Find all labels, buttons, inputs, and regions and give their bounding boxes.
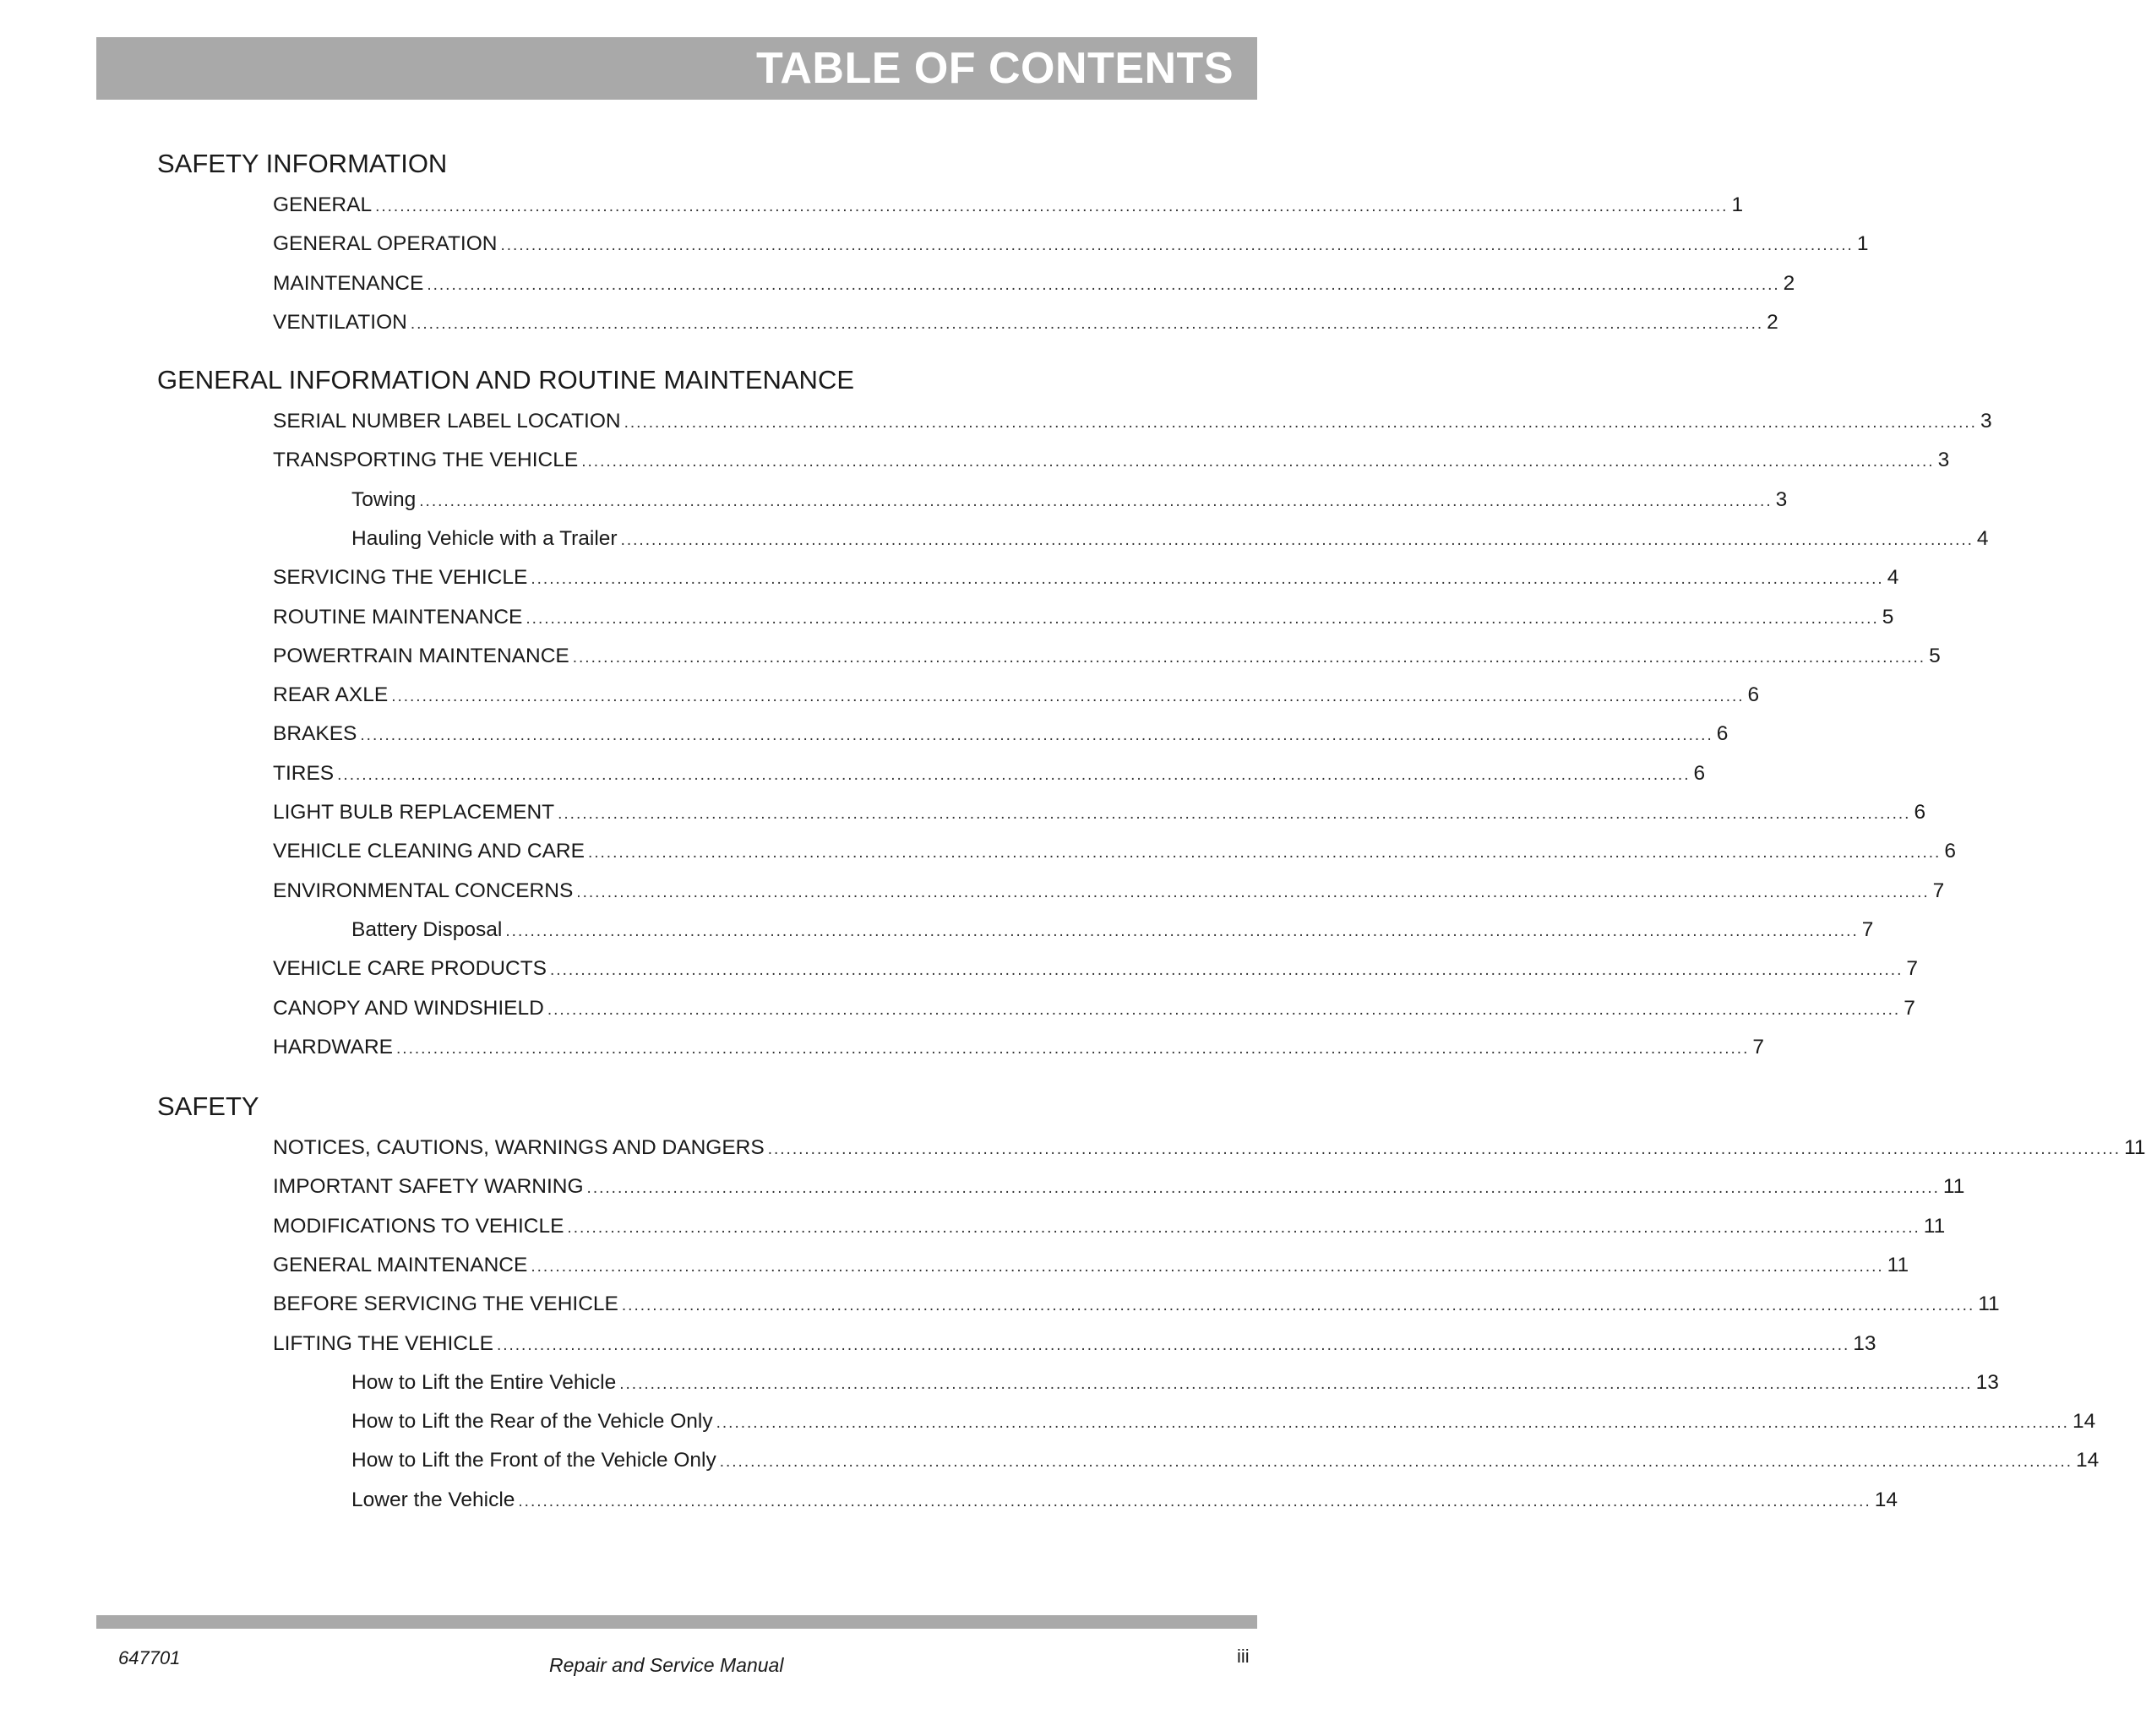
toc-entry-label: IMPORTANT SAFETY WARNING bbox=[273, 1175, 584, 1199]
toc-entry-page: 11 bbox=[1942, 1175, 1965, 1199]
toc-entry-label: VEHICLE CARE PRODUCTS bbox=[273, 957, 547, 981]
toc-entry[interactable] bbox=[273, 231, 1869, 258]
toc-entry-page: 4 bbox=[1887, 566, 1899, 590]
dot-leader: ............................................................................................................................................................................................................................ bbox=[587, 844, 1942, 863]
toc-entry[interactable] bbox=[273, 409, 1992, 436]
toc-entry[interactable] bbox=[273, 271, 1795, 298]
page-number: iii bbox=[1237, 1646, 1250, 1667]
toc-entry-page: 14 bbox=[2072, 1410, 2096, 1434]
toc-entry-label: GENERAL MAINTENANCE bbox=[273, 1253, 528, 1276]
dot-leader: ............................................................................................................................................................................................................................ bbox=[500, 237, 1854, 255]
dot-leader: ............................................................................................................................................................................................................................ bbox=[419, 492, 1773, 510]
toc-entry-label: CANOPY AND WINDSHIELD bbox=[273, 996, 544, 1020]
toc-entry-page: 14 bbox=[2076, 1449, 2100, 1472]
toc-subentry[interactable] bbox=[351, 487, 1788, 514]
toc-entry[interactable] bbox=[273, 310, 1778, 337]
toc-entry[interactable] bbox=[273, 956, 1918, 983]
toc-subentry[interactable] bbox=[351, 1409, 2096, 1436]
toc-entry-label: LIGHT BULB REPLACEMENT bbox=[273, 801, 555, 824]
toc-entry[interactable] bbox=[273, 800, 1926, 827]
toc-entry-label: How to Lift the Rear of the Vehicle Only bbox=[351, 1410, 713, 1434]
dot-leader: ............................................................................................................................................................................................................................ bbox=[526, 609, 1879, 628]
toc-entry[interactable] bbox=[273, 1331, 1876, 1358]
toc-entry[interactable] bbox=[273, 1292, 2000, 1319]
toc-entry[interactable] bbox=[273, 761, 1706, 788]
toc-entry-label: BEFORE SERVICING THE VEHICLE bbox=[273, 1292, 618, 1316]
dot-leader: ............................................................................................................................................................................................................................ bbox=[550, 961, 1904, 980]
toc-entry-label: Lower the Vehicle bbox=[351, 1488, 515, 1511]
toc-entry[interactable] bbox=[273, 1035, 1764, 1062]
toc-entry[interactable] bbox=[273, 879, 1945, 906]
footer-bar bbox=[96, 1615, 1257, 1629]
document-number: 647701 bbox=[118, 1647, 181, 1668]
toc-entry-page: 6 bbox=[1716, 722, 1729, 746]
dot-leader: ............................................................................................................................................................................................................................ bbox=[767, 1140, 2121, 1158]
dot-leader: ............................................................................................................................................................................................................................ bbox=[719, 1453, 2073, 1472]
toc-entry-label: Hauling Vehicle with a Trailer bbox=[351, 526, 618, 550]
dot-leader: ............................................................................................................................................................................................................................ bbox=[558, 805, 1911, 823]
dot-leader: ............................................................................................................................................................................................................................ bbox=[531, 1257, 1884, 1276]
toc-entry-label: MAINTENANCE bbox=[273, 271, 424, 295]
dot-leader: ............................................................................................................................................................................................................................ bbox=[621, 1297, 1975, 1315]
toc-entry[interactable] bbox=[273, 193, 1744, 220]
toc-entry-label: Towing bbox=[351, 487, 417, 511]
section-heading: GENERAL INFORMATION AND ROUTINE MAINTENANCE bbox=[157, 365, 855, 395]
header-bar bbox=[96, 37, 1257, 100]
toc-entry-label: VEHICLE CLEANING AND CARE bbox=[273, 840, 585, 863]
toc-entry[interactable] bbox=[273, 1135, 2146, 1162]
toc-entry-label: How to Lift the Entire Vehicle bbox=[351, 1370, 617, 1394]
toc-entry[interactable] bbox=[273, 448, 1950, 475]
dot-leader: ............................................................................................................................................................................................................................ bbox=[391, 688, 1745, 706]
toc-entry-page: 5 bbox=[1882, 605, 1894, 629]
toc-entry[interactable] bbox=[273, 1253, 1909, 1280]
dot-leader: ............................................................................................................................................................................................................................ bbox=[518, 1492, 1871, 1510]
toc-subentry[interactable] bbox=[351, 526, 1989, 553]
toc-entry[interactable] bbox=[273, 683, 1760, 710]
toc-entry-page: 6 bbox=[1693, 761, 1706, 785]
toc-entry-page: 11 bbox=[2124, 1136, 2146, 1159]
toc-entry-page: 6 bbox=[1914, 801, 1926, 824]
dot-leader: ............................................................................................................................................................................................................................ bbox=[505, 922, 1859, 940]
toc-entry-page: 3 bbox=[1980, 410, 1992, 433]
toc-entry-label: LIFTING THE VEHICLE bbox=[273, 1331, 493, 1355]
toc-entry-label: ENVIRONMENTAL CONCERNS bbox=[273, 879, 574, 902]
toc-entry-page: 13 bbox=[1853, 1331, 1876, 1355]
toc-entry-label: BRAKES bbox=[273, 722, 357, 746]
toc-entry-label: How to Lift the Front of the Vehicle Only bbox=[351, 1449, 716, 1472]
toc-entry-page: 4 bbox=[1976, 526, 1989, 550]
toc-entry-label: GENERAL OPERATION bbox=[273, 232, 498, 256]
dot-leader: ............................................................................................................................................................................................................................ bbox=[624, 414, 1977, 432]
toc-entry-label: NOTICES, CAUTIONS, WARNINGS AND DANGERS bbox=[273, 1136, 765, 1159]
toc-entry[interactable] bbox=[273, 565, 1899, 592]
dot-leader: ............................................................................................................................................................................................................................ bbox=[531, 570, 1884, 589]
toc-entry-label: TIRES bbox=[273, 761, 335, 785]
toc-subentry[interactable] bbox=[351, 917, 1874, 944]
page-title: TABLE OF CONTENTS bbox=[755, 44, 1234, 93]
section-heading: SAFETY bbox=[157, 1091, 259, 1121]
dot-leader: ............................................................................................................................................................................................................................ bbox=[337, 765, 1691, 784]
dot-leader: ............................................................................................................................................................................................................................ bbox=[396, 1039, 1750, 1058]
toc-entry-label: HARDWARE bbox=[273, 1035, 394, 1058]
toc-entry-page: 1 bbox=[1731, 193, 1744, 216]
toc-entry-page: 3 bbox=[1775, 487, 1788, 511]
toc-entry-page: 7 bbox=[1861, 917, 1874, 941]
toc-entry-label: GENERAL bbox=[273, 193, 373, 216]
toc-entry[interactable] bbox=[273, 605, 1894, 632]
toc-entry-page: 6 bbox=[1944, 840, 1956, 863]
dot-leader: ............................................................................................................................................................................................................................ bbox=[619, 1374, 1973, 1393]
dot-leader: ............................................................................................................................................................................................................................ bbox=[581, 453, 1935, 471]
dot-leader: ............................................................................................................................................................................................................................ bbox=[576, 883, 1930, 901]
toc-entry[interactable] bbox=[273, 1214, 1946, 1241]
toc-entry-page: 7 bbox=[1904, 996, 1915, 1020]
toc-entry-label: VENTILATION bbox=[273, 310, 407, 334]
toc-entry-label: TRANSPORTING THE VEHICLE bbox=[273, 449, 579, 472]
toc-entry[interactable] bbox=[273, 721, 1729, 748]
toc-entry-page: 11 bbox=[1887, 1253, 1909, 1276]
toc-entry[interactable] bbox=[273, 644, 1941, 671]
toc-entry-page: 7 bbox=[1906, 957, 1918, 981]
dot-leader: ............................................................................................................................................................................................................................ bbox=[572, 648, 1926, 667]
dot-leader: ............................................................................................................................................................................................................................ bbox=[360, 727, 1713, 745]
toc-entry-page: 6 bbox=[1747, 683, 1760, 707]
dot-leader: ............................................................................................................................................................................................................................ bbox=[716, 1414, 2069, 1433]
dot-leader: ............................................................................................................................................................................................................................ bbox=[496, 1336, 1850, 1354]
toc-entry-label: Battery Disposal bbox=[351, 917, 503, 941]
toc-entry-page: 11 bbox=[1923, 1214, 1946, 1238]
toc-entry-page: 2 bbox=[1767, 310, 1778, 334]
toc-subentry[interactable] bbox=[351, 1448, 2100, 1475]
toc-entry-page: 5 bbox=[1929, 644, 1941, 667]
toc-entry-label: MODIFICATIONS TO VEHICLE bbox=[273, 1214, 564, 1238]
toc-subentry[interactable] bbox=[351, 1488, 1898, 1515]
toc-entry-page: 2 bbox=[1783, 271, 1795, 295]
dot-leader: ............................................................................................................................................................................................................................ bbox=[410, 314, 1764, 333]
toc-entry-label: POWERTRAIN MAINTENANCE bbox=[273, 644, 569, 667]
toc-entry-page: 13 bbox=[1975, 1370, 1999, 1394]
toc-entry-label: SERVICING THE VEHICLE bbox=[273, 566, 528, 590]
dot-leader: ............................................................................................................................................................................................................................ bbox=[586, 1179, 1940, 1198]
toc-entry[interactable] bbox=[273, 1174, 1965, 1201]
section-heading: SAFETY INFORMATION bbox=[157, 149, 448, 178]
dot-leader: ............................................................................................................................................................................................................................ bbox=[547, 1000, 1901, 1019]
toc-entry-page: 11 bbox=[1978, 1292, 2000, 1316]
manual-title: Repair and Service Manual bbox=[549, 1654, 784, 1676]
dot-leader: ............................................................................................................................................................................................................................ bbox=[567, 1218, 1920, 1237]
toc-entry-page: 7 bbox=[1932, 879, 1945, 902]
toc-entry-label: REAR AXLE bbox=[273, 683, 389, 707]
dot-leader: ............................................................................................................................................................................................................................ bbox=[427, 275, 1780, 294]
toc-entry-page: 3 bbox=[1937, 449, 1950, 472]
toc-entry-label: SERIAL NUMBER LABEL LOCATION bbox=[273, 410, 621, 433]
toc-entry[interactable] bbox=[273, 996, 1915, 1023]
toc-entry-label: ROUTINE MAINTENANCE bbox=[273, 605, 523, 629]
dot-leader: ............................................................................................................................................................................................................................ bbox=[375, 198, 1729, 215]
toc-entry-page: 1 bbox=[1856, 232, 1869, 256]
dot-leader: ............................................................................................................................................................................................................................ bbox=[620, 531, 1974, 549]
toc-subentry[interactable] bbox=[351, 1370, 1999, 1397]
toc-entry[interactable] bbox=[273, 839, 1956, 866]
toc-entry-page: 14 bbox=[1874, 1488, 1898, 1511]
toc-entry-page: 7 bbox=[1752, 1035, 1764, 1058]
